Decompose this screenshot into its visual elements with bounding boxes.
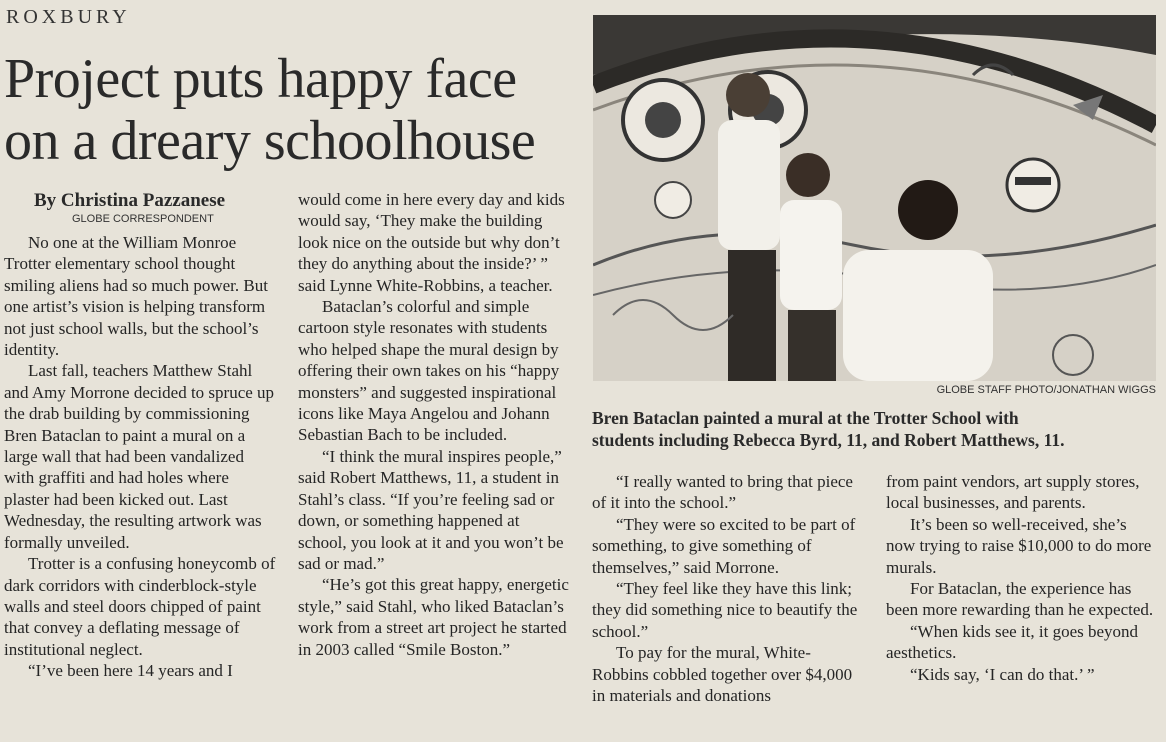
paragraph: It’s been so well-received, she’s now trying to raise $10,000 to do more murals. [886,514,1152,577]
paragraph: from paint vendors, art supply stores, local businesses, and parents. [886,472,1140,513]
photo-credit: GLOBE STAFF PHOTO/JONATHAN WIGGS [936,384,1156,396]
paragraph: “I’ve been here 14 years and I [28,661,233,681]
paragraph: Trotter is a confusing honeycomb of dark corridors with cinderblock-style walls and steel doors chipped of paint that convey a deflating message of institutional neglect. [4,554,276,659]
paragraph: would come in here every day and kids would say, ‘They make the building look nice on the outside but why don’t they do anything about the inside?’ ” said Lynne White-Robbins, a teacher. [298,190,565,295]
paragraph: “They were so excited to be part of something, to give something of themselves,” said Morrone. [592,514,856,577]
paragraph: No one at the William Monroe Trotter elementary school thought smiling aliens had so much power. But one artist’s vision is helping transform not just school walls, but the school’s identity. [4,233,268,360]
paragraph: “I think the mural inspires people,” said Robert Matthews, 11, a student in Stahl’s class. “If you’re feeling sad or down, or something happened at school, you look at it and you won’t be sad or mad.” [298,446,564,573]
mural-photo [593,15,1156,381]
headline-line-1: Project puts happy face [4,48,517,110]
mural-photo-illustration [593,15,1156,381]
article-column-4 [886,471,1158,685]
caption-line-2: students including Rebecca Byrd, 11, and Robert Matthews, 11. [592,430,1065,450]
article-column-2 [298,189,570,660]
paragraph: “Kids say, ‘I can do that.’ ” [910,664,1095,684]
section-label: ROXBURY [6,6,131,28]
paragraph: Last fall, teachers Matthew Stahl and Amy Morrone decided to spruce up the drab building by commissioning Bren Bataclan to paint a mural on a large wall that had been vandalized with graffiti and had holes where plaster had been kicked out. Last Wednesday, the resulting artwork was formally unveiled. [4,361,275,552]
headline [4,48,579,172]
paragraph: “I really wanted to bring that piece of it into the school.” [592,472,853,513]
paragraph: “When kids see it, it goes beyond aesthetics. [886,621,1139,663]
byline-author: By Christina Pazzanese [34,190,226,211]
photo-caption [592,407,1162,451]
paragraph: For Bataclan, the experience has been more rewarding than he expected. [886,579,1154,620]
caption-line-1: Bren Bataclan painted a mural at the Trotter School with [592,408,1019,428]
byline-role: GLOBE CORRESPONDENT [72,213,214,225]
paragraph: “He’s got this great happy, energetic style,” said Stahl, who liked Bataclan’s work from a street art project he started in 2003 called “Smile Boston.” [298,575,569,659]
article-column-3 [592,471,864,706]
article-column-1 [4,232,277,682]
paragraph: “They feel like they have this link; they did something nice to beautify the school.” [592,579,858,641]
paragraph: To pay for the mural, White-Robbins cobbled together over $4,000 in materials and donations [592,643,853,706]
paragraph: Bataclan’s colorful and simple cartoon style resonates with students who helped shape the mural design by offering their own takes on his “happy monsters” and suggested inspirational icons like Maya Angelou and Johann Sebastian Bach to be included. [298,297,560,445]
headline-line-2: on a dreary schoolhouse [4,110,536,172]
